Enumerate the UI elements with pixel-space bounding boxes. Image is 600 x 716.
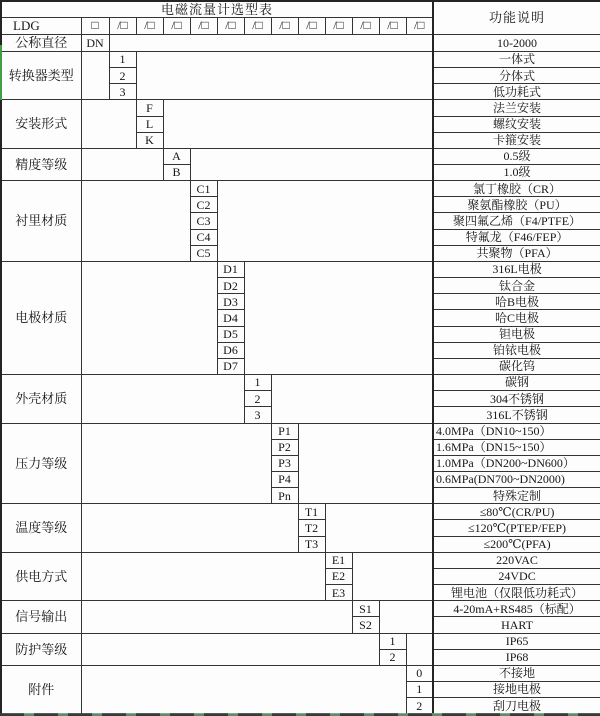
blank-cell	[81, 181, 190, 262]
category-label: 精度等级	[1, 148, 81, 180]
category-label: 衬里材质	[1, 181, 81, 262]
option-code: P1	[271, 423, 298, 439]
option-code: L	[136, 116, 163, 132]
blank-cell	[244, 261, 433, 374]
option-code: D1	[217, 261, 244, 277]
option-description: 钛合金	[433, 278, 600, 294]
blank-cell	[406, 633, 433, 665]
model-segment-box: /□	[109, 17, 136, 34]
category-label: 信号输出	[1, 601, 81, 633]
option-description: 4-20mA+RS485（标配）	[433, 601, 600, 617]
blank-cell	[325, 504, 433, 552]
option-description: ≤120℃(PTEP/FEP)	[433, 520, 600, 536]
option-code: D4	[217, 310, 244, 326]
option-description: 锂电池（仅限低功耗式）	[433, 585, 600, 601]
option-description: IP65	[433, 633, 600, 649]
model-segment-box: /□	[298, 17, 325, 34]
option-code: 0	[406, 665, 433, 681]
blank-cell	[81, 100, 136, 148]
option-description: 220VAC	[433, 552, 600, 568]
option-row	[1, 423, 600, 439]
blank-cell	[81, 665, 406, 715]
option-code: 3	[244, 407, 271, 423]
option-description: 0.5级	[433, 148, 600, 164]
option-code: T1	[298, 504, 325, 520]
option-description: 氯丁橡胶（CR）	[433, 181, 600, 197]
category-label: 温度等级	[1, 504, 81, 552]
option-code: 1	[244, 375, 271, 391]
option-code: C5	[190, 245, 217, 261]
option-description: 聚氨酯橡胶（PU）	[433, 197, 600, 213]
option-code: 1	[406, 682, 433, 698]
option-description: 法兰安装	[433, 100, 600, 116]
option-description: 聚四氟乙烯（F4/PTFE）	[433, 213, 600, 229]
option-code: 2	[244, 391, 271, 407]
option-description: 1.0级	[433, 165, 600, 181]
option-code: E2	[325, 568, 352, 584]
option-code: E1	[325, 552, 352, 568]
option-code: 1	[109, 51, 136, 67]
model-segment-box: /□	[190, 17, 217, 34]
option-row	[1, 261, 600, 277]
function-column-header: 功能说明	[433, 1, 600, 34]
option-description: IP68	[433, 649, 600, 665]
category-label: 公称直径	[1, 34, 81, 51]
option-description: 一体式	[433, 51, 600, 67]
option-code: D6	[217, 342, 244, 358]
category-label: 外壳材质	[1, 375, 81, 423]
option-description: 316L不锈钢	[433, 407, 600, 423]
option-code: 2	[406, 698, 433, 715]
category-label: 附件	[1, 665, 81, 715]
option-code: 2	[109, 68, 136, 84]
option-description: 1.0MPa（DN200~DN600）	[433, 455, 600, 471]
blank-cell	[379, 601, 433, 633]
category-label: 安装形式	[1, 100, 81, 148]
model-segment-box: /□	[136, 17, 163, 34]
option-code: K	[136, 132, 163, 148]
blank-cell	[81, 504, 298, 552]
model-prefix-label: LDG	[1, 17, 81, 34]
blank-cell	[109, 34, 433, 51]
option-row	[1, 552, 600, 568]
option-description: 24VDC	[433, 568, 600, 584]
blank-cell	[81, 261, 217, 374]
option-row	[1, 601, 600, 617]
option-code: Pn	[271, 488, 298, 504]
title-row	[1, 1, 600, 17]
option-code: E3	[325, 585, 352, 601]
option-code: C1	[190, 181, 217, 197]
option-description: HART	[433, 617, 600, 633]
option-code: D3	[217, 294, 244, 310]
option-description: 碳化钨	[433, 358, 600, 374]
model-segment-box: /□	[325, 17, 352, 34]
blank-cell	[81, 552, 325, 600]
option-description: 特氟龙（F46/FEP）	[433, 229, 600, 245]
option-code: 3	[109, 84, 136, 100]
blank-cell	[81, 51, 109, 99]
option-row	[1, 504, 600, 520]
blank-cell	[81, 148, 163, 180]
option-code: C2	[190, 197, 217, 213]
left-edge-marker	[0, 45, 2, 100]
option-code: B	[163, 165, 190, 181]
model-segment-box: /□	[406, 17, 433, 34]
model-segment-box: /□	[217, 17, 244, 34]
model-code-box: □	[81, 17, 109, 34]
option-code: C3	[190, 213, 217, 229]
blank-cell	[81, 601, 352, 633]
option-description: 共聚物（PFA）	[433, 245, 600, 261]
table-title: 电磁流量计选型表	[1, 1, 433, 17]
option-description: 钽电极	[433, 326, 600, 342]
option-description: 卡箍安装	[433, 132, 600, 148]
option-row	[1, 148, 600, 164]
option-code: P4	[271, 471, 298, 487]
option-description: 0.6MPa(DN700~DN2000)	[433, 471, 600, 487]
option-code: C4	[190, 229, 217, 245]
category-label: 转换器类型	[1, 51, 81, 99]
option-row	[1, 51, 600, 67]
model-segment-box: /□	[271, 17, 298, 34]
blank-cell	[298, 423, 433, 504]
option-description: 4.0MPa（DN10~150）	[433, 423, 600, 439]
blank-cell	[163, 100, 433, 148]
option-code: D2	[217, 278, 244, 294]
option-code: D7	[217, 358, 244, 374]
option-description: 304不锈钢	[433, 391, 600, 407]
option-code: A	[163, 148, 190, 164]
model-segment-box: /□	[244, 17, 271, 34]
blank-cell	[271, 375, 433, 423]
option-description: 特殊定制	[433, 488, 600, 504]
blank-cell	[81, 375, 244, 423]
model-segment-box: /□	[163, 17, 190, 34]
option-row	[1, 633, 600, 649]
option-description: 刮刀电极	[433, 698, 600, 715]
option-description: 接地电极	[433, 682, 600, 698]
option-description: 哈C电极	[433, 310, 600, 326]
option-code: S2	[352, 617, 379, 633]
option-description: 哈B电极	[433, 294, 600, 310]
option-code: DN	[81, 34, 109, 51]
blank-cell	[352, 552, 433, 600]
option-code: P3	[271, 455, 298, 471]
option-row	[1, 34, 600, 51]
category-label: 压力等级	[1, 423, 81, 504]
option-description: 不接地	[433, 665, 600, 681]
model-segment-box: /□	[352, 17, 379, 34]
option-row	[1, 375, 600, 391]
option-code: P2	[271, 439, 298, 455]
option-description: ≤200℃(PFA)	[433, 536, 600, 552]
blank-cell	[217, 181, 433, 262]
model-segment-box: /□	[379, 17, 406, 34]
option-code: D5	[217, 326, 244, 342]
option-code: F	[136, 100, 163, 116]
blank-cell	[81, 423, 271, 504]
category-label: 供电方式	[1, 552, 81, 600]
category-label: 电极材质	[1, 261, 81, 374]
option-code: S1	[352, 601, 379, 617]
category-label: 防护等级	[1, 633, 81, 665]
option-description: 低功耗式	[433, 84, 600, 100]
blank-cell	[190, 148, 433, 180]
option-code: 2	[379, 649, 406, 665]
option-description: 1.6MPa（DN15~150）	[433, 439, 600, 455]
option-description: ≤80℃(CR/PU)	[433, 504, 600, 520]
option-description: 316L电极	[433, 261, 600, 277]
option-description: 铂铱电极	[433, 342, 600, 358]
blank-cell	[81, 633, 379, 665]
option-code: T2	[298, 520, 325, 536]
option-code: T3	[298, 536, 325, 552]
option-description: 10-2000	[433, 34, 600, 51]
option-code: 1	[379, 633, 406, 649]
option-description: 螺纹安装	[433, 116, 600, 132]
option-row	[1, 100, 600, 116]
option-row	[1, 181, 600, 197]
blank-cell	[136, 51, 433, 99]
option-row	[1, 665, 600, 681]
option-description: 分体式	[433, 68, 600, 84]
option-description: 碳钢	[433, 375, 600, 391]
